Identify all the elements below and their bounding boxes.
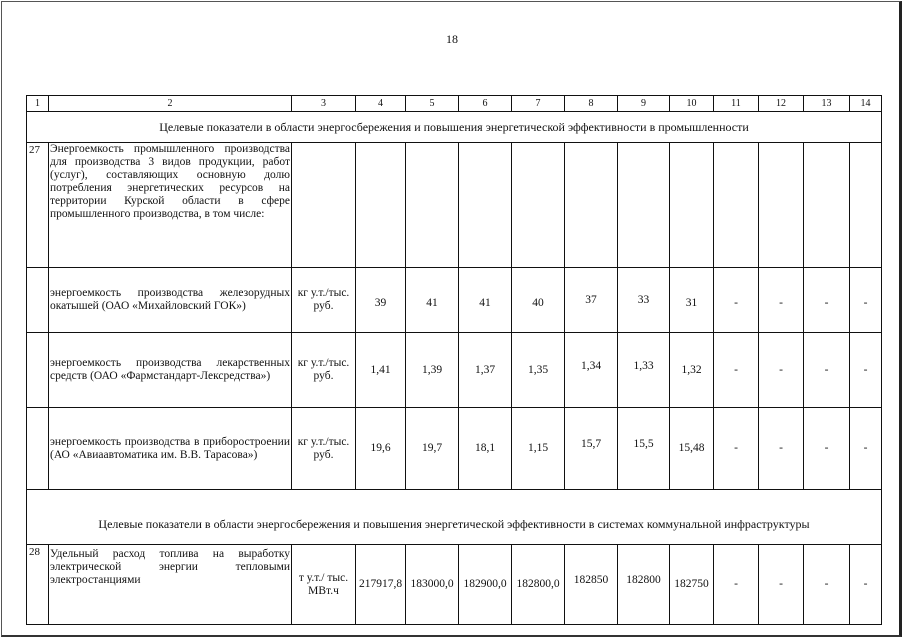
- table-row-iron-ore-pellets: [27, 268, 882, 333]
- indicator-description: энергоемкость производства железорудных окатышей (ОАО «Михайловский ГОК»): [49, 268, 292, 333]
- value-cell: -: [804, 545, 850, 625]
- value-cell: -: [850, 333, 882, 408]
- value-cell: 1,32: [670, 333, 714, 408]
- column-header: 5: [406, 96, 459, 112]
- unit-cell: кг у.т./тыс. руб.: [292, 333, 356, 408]
- value-cell: 1,34: [565, 333, 618, 408]
- value-cell: 182850: [565, 545, 618, 625]
- column-header: 2: [49, 96, 292, 112]
- column-header: 10: [670, 96, 714, 112]
- empty-cell: [27, 408, 49, 490]
- value-cell: -: [804, 408, 850, 490]
- empty-cell: [714, 143, 759, 268]
- value-cell: 31: [670, 268, 714, 333]
- empty-cell: [356, 143, 406, 268]
- empty-cell: [670, 143, 714, 268]
- value-cell: 1,15: [512, 408, 565, 490]
- unit-cell: кг у.т./тыс. руб.: [292, 408, 356, 490]
- value-cell: -: [759, 268, 804, 333]
- value-cell: 19,6: [356, 408, 406, 490]
- column-header: 11: [714, 96, 759, 112]
- column-header: 14: [850, 96, 882, 112]
- value-cell: -: [759, 408, 804, 490]
- section-heading-row: [27, 112, 882, 143]
- value-cell: 39: [356, 268, 406, 333]
- value-cell: 182900,0: [459, 545, 512, 625]
- column-header: 12: [759, 96, 804, 112]
- value-cell: 1,33: [618, 333, 670, 408]
- value-cell: 18,1: [459, 408, 512, 490]
- column-header: 9: [618, 96, 670, 112]
- value-cell: -: [714, 268, 759, 333]
- value-cell: -: [759, 333, 804, 408]
- value-cell: 217917,8: [356, 545, 406, 625]
- row-number: 28: [27, 545, 49, 625]
- indicators-table: [26, 95, 882, 625]
- empty-cell: [406, 143, 459, 268]
- empty-cell: [459, 143, 512, 268]
- value-cell: 1,39: [406, 333, 459, 408]
- section-heading-row: [27, 490, 882, 545]
- column-header: 4: [356, 96, 406, 112]
- empty-cell: [27, 333, 49, 408]
- value-cell: 1,41: [356, 333, 406, 408]
- empty-cell: [618, 143, 670, 268]
- unit-cell: кг у.т./тыс. руб.: [292, 268, 356, 333]
- table-row-instrument-making: [27, 408, 882, 490]
- column-header: 13: [804, 96, 850, 112]
- empty-cell: [850, 143, 882, 268]
- value-cell: -: [714, 333, 759, 408]
- value-cell: 15,48: [670, 408, 714, 490]
- indicator-description: энергоемкость производства в приборостроении (АО «Авиаавтоматика им. В.В. Тарасова»): [49, 408, 292, 490]
- value-cell: 1,37: [459, 333, 512, 408]
- unit-cell: т у.т./ тыс. МВт.ч: [292, 545, 356, 625]
- indicator-description: Энергоемкость промышленного производства для производства 3 видов продукции, работ (услуг), составляющих основную долю потребления энергетических ресурсов на территории Курской области в сфере промышленного производства, в том числе:: [49, 143, 292, 268]
- value-cell: 15,7: [565, 408, 618, 490]
- empty-cell: [512, 143, 565, 268]
- empty-cell: [292, 143, 356, 268]
- column-header: 7: [512, 96, 565, 112]
- table-row-27: [27, 143, 882, 268]
- column-header: 1: [27, 96, 49, 112]
- row-number: 27: [27, 143, 49, 268]
- value-cell: -: [850, 408, 882, 490]
- empty-cell: [759, 143, 804, 268]
- section-title-industry: Целевые показатели в области энергосбережения и повышения энергетической эффективности в промышленности: [27, 112, 882, 143]
- page-number: 18: [446, 32, 458, 46]
- value-cell: 41: [406, 268, 459, 333]
- value-cell: 182800,0: [512, 545, 565, 625]
- table-row-28: [27, 545, 882, 625]
- empty-cell: [565, 143, 618, 268]
- value-cell: 1,35: [512, 333, 565, 408]
- value-cell: 182750: [670, 545, 714, 625]
- section-title-utilities: Целевые показатели в области энергосбережения и повышения энергетической эффективности в системах коммунальной инфраструктуры: [27, 490, 882, 545]
- indicator-description: Удельный расход топлива на выработку электрической энергии тепловыми электростанциями: [49, 545, 292, 625]
- table-row-pharmaceuticals: [27, 333, 882, 408]
- indicator-description: энергоемкость производства лекарственных средств (ОАО «Фармстандарт-Лексредства»): [49, 333, 292, 408]
- value-cell: 40: [512, 268, 565, 333]
- column-number-row: [27, 96, 882, 112]
- value-cell: 41: [459, 268, 512, 333]
- value-cell: 33: [618, 268, 670, 333]
- column-header: 3: [292, 96, 356, 112]
- value-cell: 15,5: [618, 408, 670, 490]
- value-cell: -: [850, 545, 882, 625]
- value-cell: 182800: [618, 545, 670, 625]
- value-cell: 183000,0: [406, 545, 459, 625]
- value-cell: -: [714, 545, 759, 625]
- value-cell: -: [714, 408, 759, 490]
- column-header: 8: [565, 96, 618, 112]
- value-cell: -: [804, 268, 850, 333]
- empty-cell: [27, 268, 49, 333]
- value-cell: 37: [565, 268, 618, 333]
- value-cell: -: [850, 268, 882, 333]
- value-cell: -: [804, 333, 850, 408]
- column-header: 6: [459, 96, 512, 112]
- empty-cell: [804, 143, 850, 268]
- value-cell: 19,7: [406, 408, 459, 490]
- value-cell: -: [759, 545, 804, 625]
